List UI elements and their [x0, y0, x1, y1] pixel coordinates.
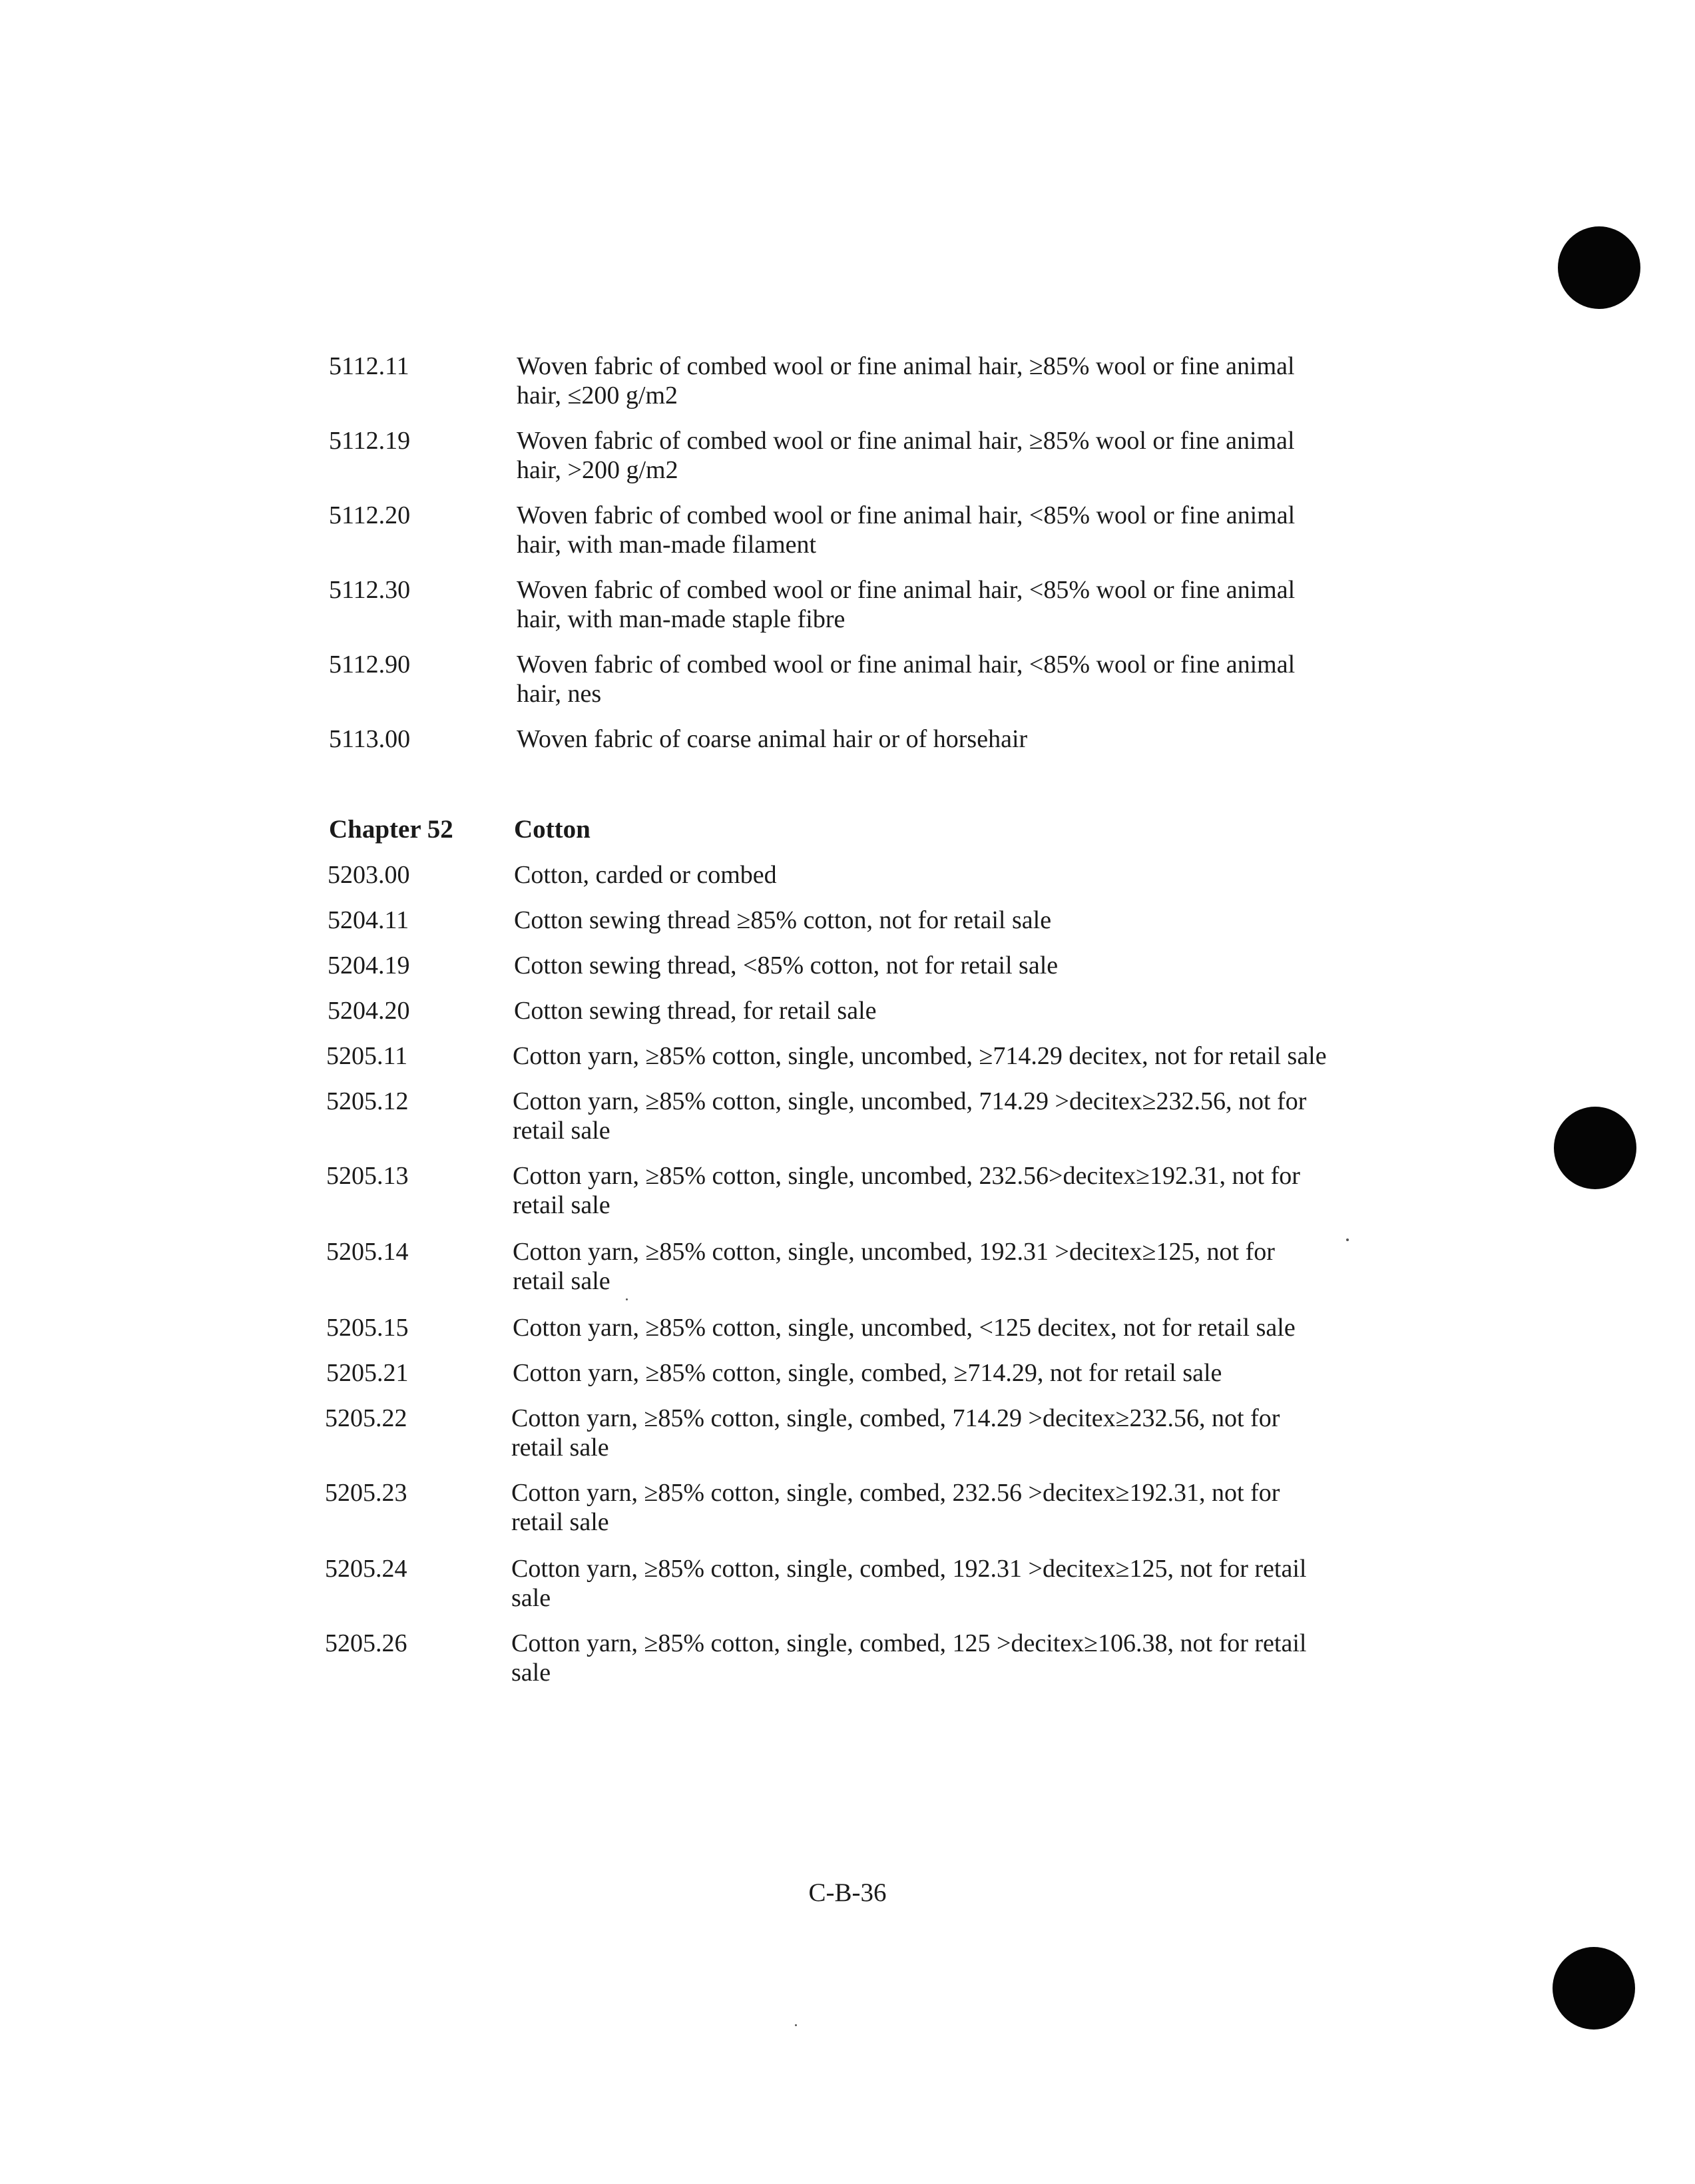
tariff-code: 5205.11: [326, 1042, 408, 1070]
tariff-description: Cotton sewing thread, <85% cotton, not for retail sale: [514, 952, 1059, 979]
tariff-description: Cotton yarn, ≥85% cotton, single, uncombed, 232.56>decitex≥192.31, not for retail sale: [513, 1162, 1300, 1219]
tariff-code: 5205.21: [326, 1359, 409, 1387]
tariff-code: 5205.15: [326, 1314, 409, 1342]
punch-hole-top: [1558, 226, 1640, 309]
scan-speck: [626, 1298, 628, 1300]
tariff-code: 5205.14: [326, 1238, 409, 1266]
tariff-code: 5204.11: [328, 906, 409, 934]
punch-hole-bottom: [1553, 1947, 1635, 2030]
tariff-description: Cotton yarn, ≥85% cotton, single, uncombed, <125 decitex, not for retail sale: [513, 1314, 1296, 1342]
tariff-code: 5205.13: [326, 1162, 409, 1190]
tariff-code: 5112.90: [329, 651, 411, 679]
tariff-code: 5205.24: [325, 1555, 407, 1583]
chapter-title: Cotton: [514, 815, 591, 844]
tariff-code: 5112.30: [329, 576, 411, 604]
tariff-description: Cotton, carded or combed: [514, 861, 777, 889]
tariff-code: 5204.19: [328, 952, 410, 979]
tariff-description: Cotton yarn, ≥85% cotton, single, combed, 192.31 >decitex≥125, not for retail sale: [511, 1555, 1307, 1612]
tariff-description: Cotton sewing thread ≥85% cotton, not for retail sale: [514, 906, 1052, 934]
tariff-code: 5204.20: [328, 997, 410, 1025]
tariff-code: 5203.00: [328, 861, 410, 889]
tariff-description: Cotton yarn, ≥85% cotton, single, combed, ≥714.29, not for retail sale: [513, 1359, 1222, 1387]
tariff-description: Cotton yarn, ≥85% cotton, single, uncombed, 714.29 >decitex≥232.56, not for retail sale: [513, 1087, 1307, 1145]
tariff-description: Cotton yarn, ≥85% cotton, single, combed, 714.29 >decitex≥232.56, not for retail sale: [511, 1404, 1280, 1462]
tariff-code: 5113.00: [329, 725, 411, 753]
scan-speck: [795, 2024, 797, 2026]
tariff-code: 5205.23: [325, 1479, 407, 1507]
chapter-label: Chapter 52: [329, 815, 453, 844]
tariff-description: Woven fabric of combed wool or fine animal hair, <85% wool or fine animal hair, nes: [517, 651, 1296, 708]
tariff-description: Woven fabric of combed wool or fine animal hair, ≥85% wool or fine animal hair, >200 g/m2: [517, 427, 1295, 484]
tariff-description: Woven fabric of coarse animal hair or of horsehair: [517, 725, 1028, 753]
tariff-description: Woven fabric of combed wool or fine animal hair, ≥85% wool or fine animal hair, ≤200 g/m2: [517, 352, 1295, 410]
tariff-description: Cotton yarn, ≥85% cotton, single, combed, 125 >decitex≥106.38, not for retail sale: [511, 1629, 1307, 1687]
scan-speck: [1346, 1238, 1349, 1241]
tariff-code: 5112.20: [329, 501, 411, 529]
tariff-code: 5205.12: [326, 1087, 409, 1115]
tariff-description: Woven fabric of combed wool or fine animal hair, <85% wool or fine animal hair, with man-made staple fibre: [517, 576, 1296, 633]
tariff-description: Woven fabric of combed wool or fine animal hair, <85% wool or fine animal hair, with man-made filament: [517, 501, 1296, 559]
tariff-description: Cotton yarn, ≥85% cotton, single, uncombed, ≥714.29 decitex, not for retail sale: [513, 1042, 1327, 1070]
tariff-code: 5112.19: [329, 427, 411, 455]
tariff-description: Cotton yarn, ≥85% cotton, single, uncombed, 192.31 >decitex≥125, not for retail sale: [513, 1238, 1275, 1295]
tariff-description: Cotton yarn, ≥85% cotton, single, combed, 232.56 >decitex≥192.31, not for retail sale: [511, 1479, 1280, 1536]
tariff-description: Cotton sewing thread, for retail sale: [514, 997, 877, 1025]
punch-hole-middle: [1554, 1107, 1636, 1189]
tariff-code: 5205.22: [325, 1404, 407, 1432]
tariff-code: 5112.11: [329, 352, 409, 380]
page-number: C-B-36: [808, 1878, 887, 1907]
tariff-code: 5205.26: [325, 1629, 407, 1657]
